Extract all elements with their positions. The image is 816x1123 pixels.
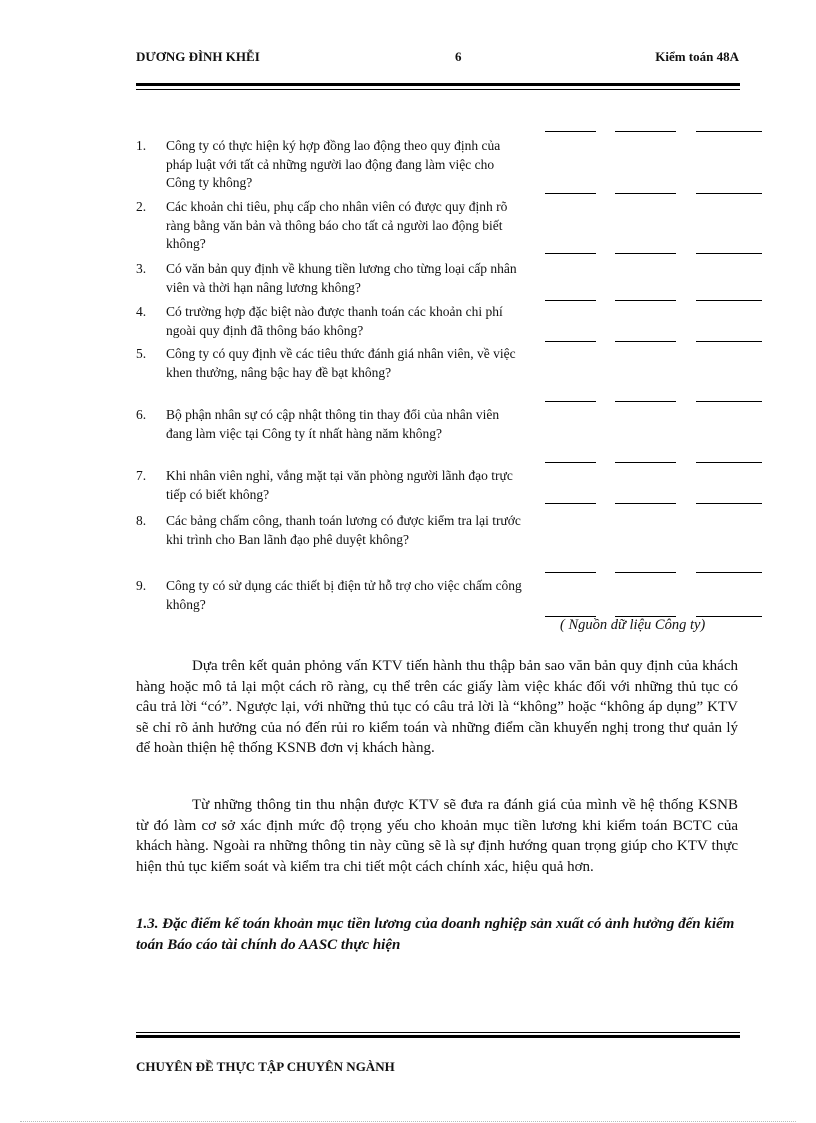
page-edge — [20, 1121, 796, 1122]
question-number: 6. — [136, 407, 147, 422]
header-rule-thin — [136, 89, 740, 90]
answer-blank-line — [696, 572, 762, 573]
question-text: Các khoản chi tiêu, phụ cấp cho nhân viên có được quy định rõ ràng bằng văn bản và thông báo cho tất cả người lao động biết không? — [166, 199, 508, 251]
paragraph-2 — [136, 795, 738, 877]
source-note: ( Nguồn dữ liệu Công ty) — [560, 617, 706, 633]
section-heading: 1.3. Đặc điểm kế toán khoản mục tiền lương của doanh nghiệp sản xuất có ảnh hưởng đến kiểm toán Báo cáo tài chính do AASC thực hiện — [136, 916, 735, 953]
paragraph-1 — [136, 656, 738, 759]
question-text: Có văn bản quy định về khung tiền lương cho từng loại cấp nhân viên và thời hạn nâng lương không? — [166, 261, 517, 295]
answer-blank-line — [615, 131, 676, 132]
question-text: Công ty có quy định về các tiêu thức đánh giá nhân viên, về việc khen thưởng, nâng bậc hay đề bạt không? — [166, 346, 516, 380]
answer-blank-line — [615, 572, 676, 573]
answer-blank-line — [696, 131, 762, 132]
answer-blank-line — [696, 462, 762, 463]
header-class: Kiểm toán 48A — [655, 49, 739, 64]
answer-blank-line — [615, 462, 676, 463]
answer-blank-line — [696, 616, 762, 617]
answer-blank-line — [615, 193, 676, 194]
answer-blank-line — [545, 341, 596, 342]
answer-blank-line — [696, 341, 762, 342]
question-2 — [136, 198, 526, 254]
page-number: 6 — [455, 49, 462, 64]
question-3 — [136, 260, 526, 297]
question-number: 5. — [136, 346, 147, 361]
question-text: Có trường hợp đặc biệt nào được thanh toán các khoản chi phí ngoài quy định đã thông báo không? — [166, 304, 503, 338]
footer-rule-thin — [136, 1032, 740, 1033]
answer-blank-line — [615, 503, 676, 504]
answer-blank-line — [696, 193, 762, 194]
question-4 — [136, 303, 526, 340]
footer-rule — [136, 1035, 740, 1038]
question-text: Các bảng chấm công, thanh toán lương có được kiểm tra lại trước khi trình cho Ban lãnh đạo phê duyệt không? — [166, 513, 521, 547]
answer-blank-line — [545, 253, 596, 254]
answer-blank-line — [696, 253, 762, 254]
question-9 — [136, 577, 526, 614]
paragraph-text: Từ những thông tin thu nhận được KTV sẽ đưa ra đánh giá của mình về hệ thống KSNB từ đó làm cơ sở xác định mức độ trọng yếu cho khoản mục tiền lương khi kiểm toán BCTC của khách hàng. Ngoài ra những thông tin này cũng sẽ là sự định hướng quan trọng giúp cho KTV thực hiện thủ tục kiểm soát và kiểm tra chi tiết một cách chính xác, hiệu quả hơn. — [136, 797, 738, 875]
answer-blank-line — [545, 503, 596, 504]
question-5 — [136, 345, 526, 382]
question-number: 4. — [136, 304, 147, 319]
question-number: 9. — [136, 578, 147, 593]
answer-blank-line — [545, 300, 596, 301]
answer-blank-line — [615, 341, 676, 342]
answer-blank-line — [615, 401, 676, 402]
answer-blank-line — [615, 253, 676, 254]
question-text: Bộ phận nhân sự có cập nhật thông tin thay đổi của nhân viên đang làm việc tại Công ty ít nhất hàng năm không? — [166, 407, 500, 441]
question-number: 2. — [136, 199, 147, 214]
question-6 — [136, 406, 526, 443]
answer-blank-line — [696, 300, 762, 301]
question-number: 8. — [136, 513, 147, 528]
header-author: DƯƠNG ĐÌNH KHỄI — [136, 49, 260, 64]
answer-blank-line — [545, 572, 596, 573]
question-8 — [136, 512, 526, 549]
question-7 — [136, 467, 526, 504]
answer-blank-line — [545, 193, 596, 194]
question-number: 7. — [136, 468, 147, 483]
paragraph-text: Dựa trên kết quản phỏng vấn KTV tiến hành thu thập bản sao văn bản quy định của khách hàng hoặc mô tả lại một cách rõ ràng, cụ thể trên các giấy làm việc khác đối với những thủ tục có câu trả lời “có”. Ngược lại, với những thủ tục có câu trả lời là “không” hoặc “không áp dụng” KTV sẽ chỉ rõ ảnh hưởng của nó đến rủi ro kiểm toán và những điểm cần khuyến nghị trong thư quản lý để hoàn thiện hệ thống KSNB đơn vị khách hàng. — [136, 658, 738, 756]
question-1 — [136, 137, 526, 193]
answer-blank-line — [545, 131, 596, 132]
answer-blank-line — [545, 462, 596, 463]
footer-title: CHUYÊN ĐỀ THỰC TẬP CHUYÊN NGÀNH — [136, 1059, 395, 1074]
answer-blank-line — [545, 401, 596, 402]
header-rule — [136, 83, 740, 86]
question-number: 3. — [136, 261, 147, 276]
question-text: Công ty có thực hiện ký hợp đồng lao động theo quy định của pháp luật với tất cả những người lao động đang làm việc cho Công ty không? — [166, 138, 501, 190]
question-text: Khi nhân viên nghỉ, vắng mặt tại văn phòng người lãnh đạo trực tiếp có biết không? — [166, 468, 513, 502]
question-number: 1. — [136, 138, 147, 153]
question-text: Công ty có sử dụng các thiết bị điện tử hỗ trợ cho việc chấm công không? — [166, 578, 522, 612]
answer-blank-line — [615, 300, 676, 301]
answer-blank-line — [696, 503, 762, 504]
answer-blank-line — [696, 401, 762, 402]
